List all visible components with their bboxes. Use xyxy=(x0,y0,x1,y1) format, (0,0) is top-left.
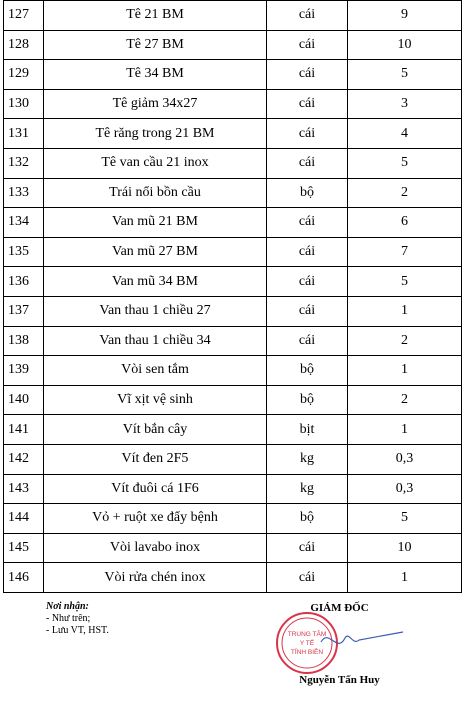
official-stamp xyxy=(277,613,337,673)
row-number-cell: 133 xyxy=(4,178,44,208)
row-number-cell: 137 xyxy=(4,296,44,326)
table-row xyxy=(4,415,462,445)
signature-stroke xyxy=(321,632,403,643)
svg-text:TỈNH BIÊN: TỈNH BIÊN xyxy=(290,649,324,656)
row-number-cell: 141 xyxy=(4,415,44,445)
unit-cell: cái xyxy=(267,267,348,297)
quantity-cell: 1 xyxy=(348,356,462,386)
unit-cell: cái xyxy=(267,89,348,119)
unit-cell: bộ xyxy=(267,504,348,534)
svg-text:TRUNG TÂM: TRUNG TÂM xyxy=(287,631,327,638)
unit-cell: cái xyxy=(267,208,348,238)
table-row xyxy=(4,148,462,178)
item-name-cell: Tê 27 BM xyxy=(44,30,267,60)
quantity-cell: 10 xyxy=(348,30,462,60)
item-name-cell: Vòi sen tắm xyxy=(44,356,267,386)
unit-cell: bộ xyxy=(267,356,348,386)
item-name-cell: Van thau 1 chiều 34 xyxy=(44,326,267,356)
quantity-cell: 3 xyxy=(348,89,462,119)
quantity-cell: 5 xyxy=(348,267,462,297)
table-row xyxy=(4,60,462,90)
quantity-cell: 9 xyxy=(348,1,462,31)
row-number-cell: 145 xyxy=(4,533,44,563)
quantity-cell: 1 xyxy=(348,415,462,445)
quantity-cell: 2 xyxy=(348,385,462,415)
table-row xyxy=(4,178,462,208)
quantity-cell: 2 xyxy=(348,326,462,356)
table-row xyxy=(4,474,462,504)
row-number-cell: 143 xyxy=(4,474,44,504)
table-row xyxy=(4,119,462,149)
row-number-cell: 132 xyxy=(4,148,44,178)
item-name-cell: Tê giảm 34x27 xyxy=(44,89,267,119)
item-name-cell: Tê 34 BM xyxy=(44,60,267,90)
unit-cell: cái xyxy=(267,296,348,326)
unit-cell: bịt xyxy=(267,415,348,445)
row-number-cell: 128 xyxy=(4,30,44,60)
unit-cell: kg xyxy=(267,474,348,504)
recipients-block xyxy=(46,601,109,637)
row-number-cell: 131 xyxy=(4,119,44,149)
row-number-cell: 135 xyxy=(4,237,44,267)
item-name-cell: Tê van cầu 21 inox xyxy=(44,148,267,178)
item-name-cell: Vít đuôi cá 1F6 xyxy=(44,474,267,504)
quantity-cell: 0,3 xyxy=(348,444,462,474)
table-row xyxy=(4,385,462,415)
item-name-cell: Vít đen 2F5 xyxy=(44,444,267,474)
unit-cell: cái xyxy=(267,60,348,90)
item-name-cell: Tê 21 BM xyxy=(44,1,267,31)
table-row xyxy=(4,444,462,474)
table-row xyxy=(4,89,462,119)
quantity-cell: 2 xyxy=(348,178,462,208)
table-row xyxy=(4,237,462,267)
unit-cell: cái xyxy=(267,563,348,593)
unit-cell: bộ xyxy=(267,178,348,208)
recipient-line: - Như trên; xyxy=(46,613,91,624)
table-row xyxy=(4,356,462,386)
unit-cell: cái xyxy=(267,237,348,267)
quantity-cell: 0,3 xyxy=(348,474,462,504)
row-number-cell: 134 xyxy=(4,208,44,238)
item-name-cell: Vòi rửa chén inox xyxy=(44,563,267,593)
recipient-line: - Lưu VT, HST. xyxy=(46,625,109,636)
quantity-cell: 5 xyxy=(348,504,462,534)
svg-text:Y TẾ: Y TẾ xyxy=(299,640,315,647)
row-number-cell: 139 xyxy=(4,356,44,386)
unit-cell: cái xyxy=(267,148,348,178)
unit-cell: cái xyxy=(267,1,348,31)
director-title: GIÁM ĐỐC xyxy=(310,602,369,614)
unit-cell: bộ xyxy=(267,385,348,415)
table-row xyxy=(4,208,462,238)
item-name-cell: Van mũ 27 BM xyxy=(44,237,267,267)
quantity-cell: 10 xyxy=(348,533,462,563)
item-name-cell: Van mũ 34 BM xyxy=(44,267,267,297)
unit-cell: cái xyxy=(267,533,348,563)
quantity-cell: 1 xyxy=(348,563,462,593)
item-name-cell: Van mũ 21 BM xyxy=(44,208,267,238)
row-number-cell: 138 xyxy=(4,326,44,356)
item-name-cell: Vỏ + ruột xe đẩy bệnh xyxy=(44,504,267,534)
quantity-cell: 4 xyxy=(348,119,462,149)
item-name-cell: Vít bắn cây xyxy=(44,415,267,445)
row-number-cell: 129 xyxy=(4,60,44,90)
table-row xyxy=(4,1,462,31)
recipients-heading: Nơi nhận: xyxy=(46,601,89,612)
row-number-cell: 146 xyxy=(4,563,44,593)
quantity-cell: 6 xyxy=(348,208,462,238)
director-signature-block xyxy=(263,598,416,697)
item-name-cell: Tê răng trong 21 BM xyxy=(44,119,267,149)
director-name: Nguyễn Tấn Huy xyxy=(299,674,380,686)
unit-cell: kg xyxy=(267,444,348,474)
unit-cell: cái xyxy=(267,30,348,60)
item-name-cell: Vĩ xịt vệ sinh xyxy=(44,385,267,415)
quantity-cell: 5 xyxy=(348,60,462,90)
row-number-cell: 142 xyxy=(4,444,44,474)
unit-cell: cái xyxy=(267,326,348,356)
item-name-cell: Van thau 1 chiều 27 xyxy=(44,296,267,326)
table-row xyxy=(4,533,462,563)
row-number-cell: 127 xyxy=(4,1,44,31)
supply-table xyxy=(3,0,462,593)
table-row xyxy=(4,30,462,60)
table-row xyxy=(4,326,462,356)
row-number-cell: 136 xyxy=(4,267,44,297)
table-row xyxy=(4,563,462,593)
table-row xyxy=(4,504,462,534)
row-number-cell: 130 xyxy=(4,89,44,119)
unit-cell: cái xyxy=(267,119,348,149)
quantity-cell: 7 xyxy=(348,237,462,267)
item-name-cell: Trái nổi bồn cầu xyxy=(44,178,267,208)
item-name-cell: Vòi lavabo inox xyxy=(44,533,267,563)
row-number-cell: 140 xyxy=(4,385,44,415)
table-row xyxy=(4,267,462,297)
quantity-cell: 5 xyxy=(348,148,462,178)
quantity-cell: 1 xyxy=(348,296,462,326)
row-number-cell: 144 xyxy=(4,504,44,534)
table-row xyxy=(4,296,462,326)
